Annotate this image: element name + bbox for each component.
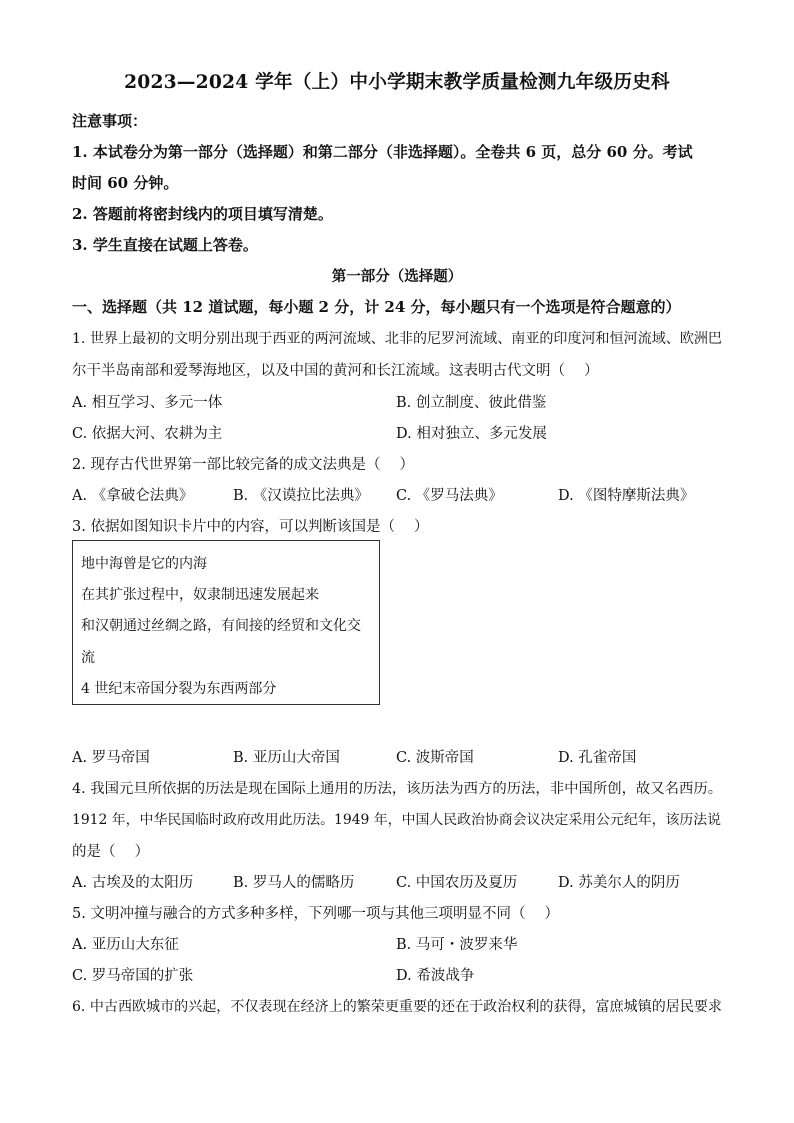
question-2-stem: 2. 现存古代世界第一部比较完备的成文法典是（ ）: [72, 457, 415, 473]
question-4-option-b: B. 罗马人的儒略历: [233, 875, 355, 891]
knowledge-card: [72, 540, 380, 705]
question-5-option-c: C. 罗马帝国的扩张: [72, 968, 194, 984]
question-6-stem-line-1: 6. 中古西欧城市的兴起，不仅表现在经济上的繁荣更重要的还在于政治权利的获得，富庶城镇的居民要求: [72, 999, 722, 1015]
question-4-option-d: D. 苏美尔人的阴历: [558, 875, 680, 891]
question-1-stem-line-2: 尔干半岛南部和爱琴海地区，以及中国的黄河和长江流域。这表明古代文明（ ）: [72, 363, 599, 379]
knowledge-card-line-4: 流: [81, 650, 95, 666]
question-1-option-c: C. 依据大河、农耕为主: [72, 426, 223, 442]
question-5-stem: 5. 文明冲撞与融合的方式多种多样，下列哪一项与其他三项明显不同（ ）: [72, 906, 560, 922]
notice-item-3: 3. 学生直接在试题上答卷。: [72, 236, 258, 254]
notice-item-1-line-2: 时间 60 分钟。: [72, 174, 179, 192]
knowledge-card-line-3: 和汉朝通过丝绸之路，有间接的经贸和文化交: [81, 618, 361, 634]
question-5-option-a: A. 亚历山大东征: [72, 937, 179, 953]
question-1-option-d: D. 相对独立、多元发展: [396, 426, 547, 442]
question-2-option-d: D. 《图特摩斯法典》: [558, 488, 695, 504]
page-title: 2023—2024 学年（上）中小学期末教学质量检测九年级历史科: [124, 71, 670, 93]
question-1-stem-line-1: 1. 世界上最初的文明分别出现于西亚的两河流域、北非的尼罗河流域、南亚的印度河和恒河流域、欧洲巴: [72, 331, 722, 347]
question-5-option-d: D. 希波战争: [396, 968, 475, 984]
knowledge-card-line-2: 在其扩张过程中，奴隶制迅速发展起来: [81, 587, 319, 603]
part-1-title: 第一部分（选择题）: [331, 268, 463, 285]
notice-item-1-line-1: 1. 本试卷分为第一部分（选择题）和第二部分（非选择题）。全卷共 6 页，总分 60 分。考试: [72, 143, 693, 161]
question-2-option-b: B. 《汉谟拉比法典》: [233, 488, 369, 504]
question-1-option-a: A. 相互学习、多元一体: [72, 395, 223, 411]
knowledge-card-line-1: 地中海曾是它的内海: [81, 556, 207, 572]
question-2-option-a: A. 《拿破仑法典》: [72, 488, 194, 504]
question-2-option-c: C. 《罗马法典》: [396, 488, 503, 504]
question-4-option-a: A. 古埃及的太阳历: [72, 875, 194, 891]
question-3-option-b: B. 亚历山大帝国: [233, 750, 340, 766]
question-3-option-a: A. 罗马帝国: [72, 750, 150, 766]
section-1-heading: 一、选择题（共 12 道试题，每小题 2 分，计 24 分，每小题只有一个选项是符合题意的）: [72, 298, 681, 316]
question-5-option-b: B. 马可・波罗来华: [396, 937, 518, 953]
question-3-option-d: D. 孔雀帝国: [558, 750, 637, 766]
question-3-stem: 3. 依据如图知识卡片中的内容，可以判断该国是（ ）: [72, 519, 429, 535]
notice-heading: 注意事项：: [72, 112, 148, 130]
question-1-option-b: B. 创立制度、彼此借鉴: [396, 395, 547, 411]
knowledge-card-line-5: 4 世纪末帝国分裂为东西两部分: [81, 681, 277, 697]
question-4-stem-line-2: 1912 年，中华民国临时政府改用此历法。1949 年，中国人民政治协商会议决定采用公元纪年，该历法说: [72, 812, 722, 828]
question-4-option-c: C. 中国农历及夏历: [396, 875, 518, 891]
question-3-option-c: C. 波斯帝国: [396, 750, 474, 766]
question-4-stem-line-1: 4. 我国元旦所依据的历法是现在国际上通用的历法，该历法为西方的历法，非中国所创，故又名西历。: [72, 781, 723, 797]
notice-item-2: 2. 答题前将密封线内的项目填写清楚。: [72, 205, 333, 223]
question-4-stem-line-3: 的是（ ）: [72, 844, 150, 860]
